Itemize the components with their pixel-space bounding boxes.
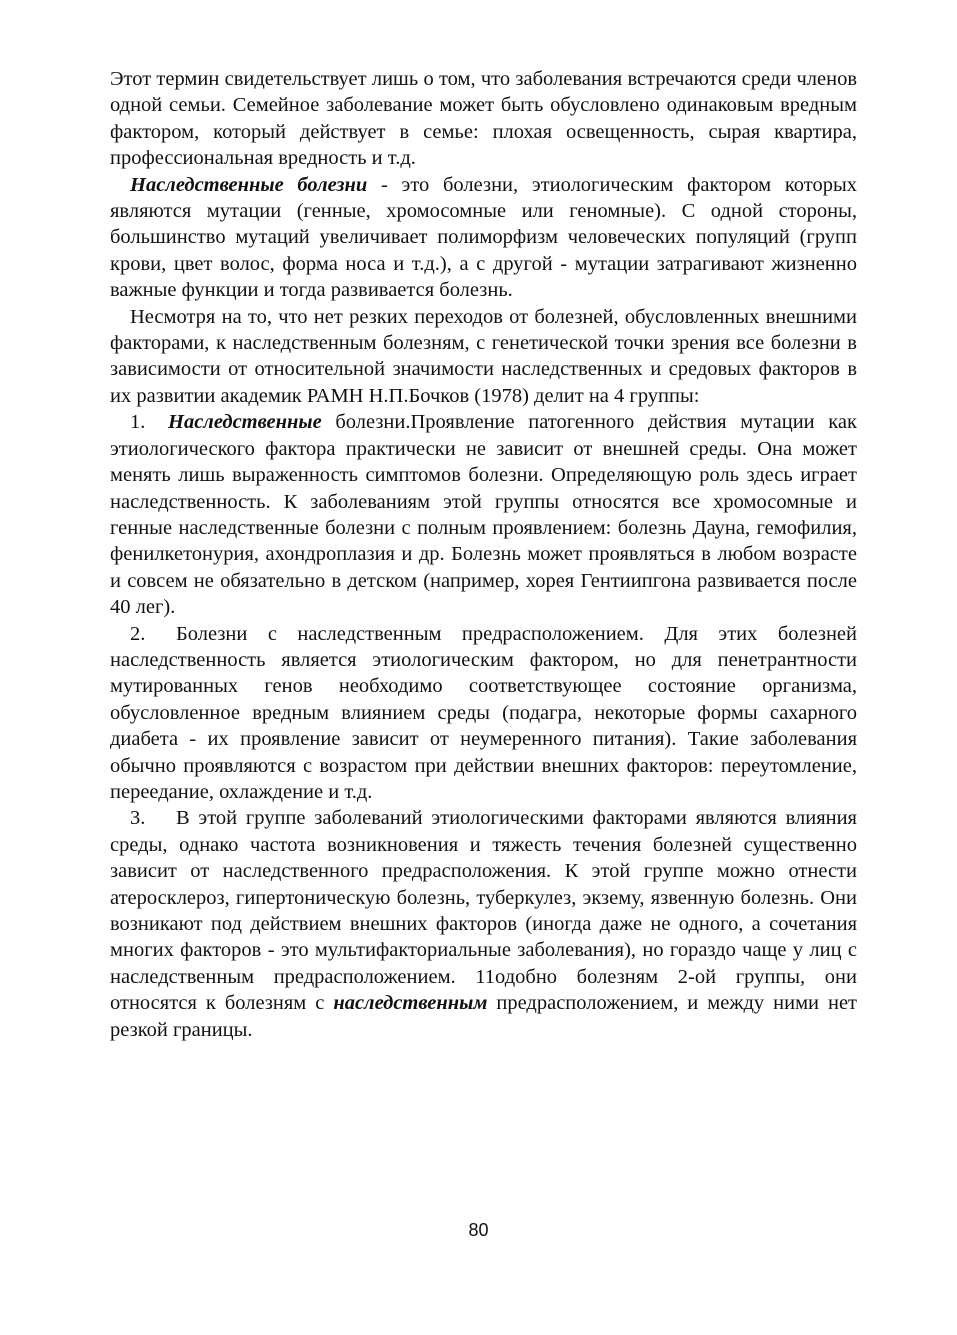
list-number: 2. <box>130 622 146 645</box>
list-item-text: болезни.Проявление патогенного действия мутации как этиологического фактора практически не зависит от внешней среды. Она может менять лишь выраженность симптомов болезни. Определяющую роль здесь играет наследственность. К заболеваниям этой группы относятся все хромосомные и генные наследственные болезни с полным проявлением: болезнь Дауна, гемофилия, фенилкетонурия, ахондроплазия и др. Болезнь может проявляться в любом возрасте и совсем не обязательно в детском (например, хорея Гентиипгона развивается после 40 лег). <box>110 411 857 619</box>
term-hereditary: Наследственные <box>168 411 322 434</box>
paragraph-text: Несмотря на то, что нет резких переходов от болезней, обусловленных внешними факторами, к наследственным болезням, с генетической точки зрения все болезни в зависимости от относительной значимости наследственных и средовых факторов в их развитии академик РАМН Н.П.Бочков (1978) делит на 4 группы: <box>110 305 857 407</box>
list-item-2 <box>110 621 857 806</box>
list-number: 1. <box>130 411 146 434</box>
paragraph-text: Этот термин свидетельствует лишь о том, что заболевания встречаются среди членов одной семьи. Семейное заболевание может быть обусловлено одинаковым вредным фактором, который действует в семье: плохая освещенность, сырая квартира, профессиональная вредность и т.д. <box>110 68 857 170</box>
paragraph-classification-intro <box>110 304 857 410</box>
term-hereditary-predisposition: наследственным <box>333 992 488 1015</box>
list-number: 3. <box>130 807 146 830</box>
page-body <box>110 66 857 1043</box>
list-item-text: предрасположением, и между ними нет резкой границы. <box>110 992 858 1041</box>
paragraph-text: - это болезни, этиологическим фактором которых являются мутации (генные, хромосомные или геномные). С одной стороны, большинство мутаций увеличивает полиморфизм человеческих популяций (групп крови, цвет волос, форма носа и т.д.), а с другой - мутации затрагивают жизненно важные функции и тогда развивается болезнь. <box>110 173 857 302</box>
page-number: 80 <box>468 1220 489 1240</box>
term-hereditary-diseases: Наследственные болезни <box>130 173 368 196</box>
list-item-1 <box>110 409 857 620</box>
paragraph-family-disease <box>110 66 857 172</box>
list-item-3 <box>110 805 857 1043</box>
paragraph-hereditary-definition <box>110 172 857 304</box>
list-item-text: В этой группе заболеваний этиологическими факторами являются влияния среды, однако частота возникновения и тяжесть течения болезней существенно зависит от наследственного предрасположения. К этой группе можно отнести атеросклероз, гипертоническую болезнь, туберкулез, экзему, язвенную болезнь. Они возникают под действием внешних факторов (иногда даже не одного, а сочетания многих факторов - это мультифакториальные заболевания), но гораздо чаще у лиц с наследственным предрасположением. 11одобно болезням 2-ой группы, они относятся к болезням с <box>110 807 857 1015</box>
list-item-text: Болезни с наследственным предрасположением. Для этих болезней наследственность является этиологическим фактором, но для пенетрантности мутированных генов необходимо соответствующее состояние организма, обусловленное вредным влиянием среды (подагра, некоторые формы сахарного диабета - их проявление зависит от неумеренного питания). Такие заболевания обычно проявляются с возрастом при действии внешних факторов: переутомление, переедание, охлаждение и т.д. <box>110 622 857 803</box>
